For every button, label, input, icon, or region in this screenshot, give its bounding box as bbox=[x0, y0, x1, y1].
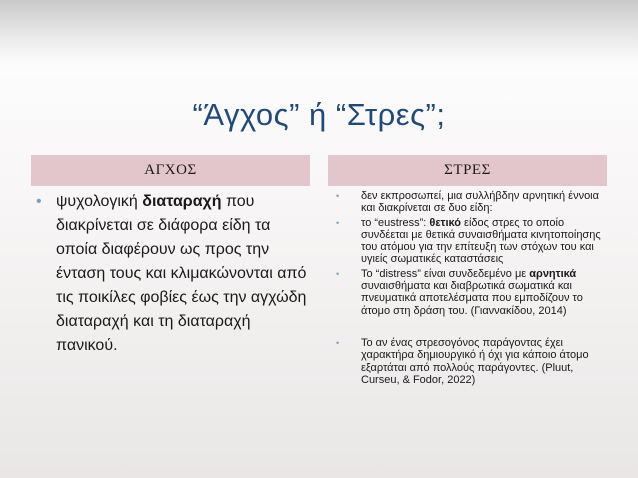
emphasis-text: θετικό bbox=[429, 216, 461, 229]
anxiety-column-body bbox=[36, 190, 311, 358]
bullet-icon: • bbox=[36, 193, 42, 210]
stress-item-text: το “eustress”: θετικό είδος στρες το οποίο συνδέεται με θετικά συναισθήματα κινητοποίησης του ατόμου για την επίτευξη των στόχων του και υγιείς σωματικές καταστάσεις bbox=[361, 216, 601, 266]
bullet-icon: • bbox=[336, 337, 340, 348]
emphasis-text: αρνητικά bbox=[529, 267, 577, 280]
bullet-icon: • bbox=[336, 217, 340, 228]
stress-list-item bbox=[336, 337, 611, 386]
stress-item-text: Το “distress” είναι συνδεδεμένο με αρνητικά συναισθήματα και διαβρωτικά σωματικά και πνευματικά αποτελέσματα που εμποδίζουν το άτομο στη δράση του. (Γιαννακίδου, 2014) bbox=[361, 267, 583, 317]
bullet-icon: • bbox=[336, 268, 340, 279]
top-decorative-band bbox=[0, 0, 638, 64]
anxiety-definition-text: ψυχολογική διαταραχή που διακρίνεται σε διάφορα είδη τα οποία διαφέρουν ως προς την ένταση τους και κλιμακώνονται από τις ποικίλες φοβίες έως την αγχώδη διαταραχή και τη διαταραχή πανικού. bbox=[56, 193, 307, 354]
stress-column-header bbox=[328, 155, 607, 186]
bullet-icon: • bbox=[336, 191, 340, 201]
anxiety-header-label: ΑΓΧΟΣ bbox=[144, 162, 197, 178]
emphasis-text: διαταραχή bbox=[142, 193, 222, 210]
anxiety-column-header bbox=[31, 155, 310, 186]
stress-list-item bbox=[336, 268, 611, 317]
stress-item-text: δεν εκπροσωπεί, μια συλλήβδην αρνητική έννοια και διακρίνεται σε δυο είδη: bbox=[361, 190, 599, 215]
stress-header-label: ΣΤΡΕΣ bbox=[444, 162, 491, 178]
slide-title: “Άγχος” ή “Στρες”; bbox=[192, 97, 446, 132]
stress-list-item bbox=[336, 217, 611, 266]
stress-list-item bbox=[336, 190, 611, 215]
anxiety-list-item bbox=[36, 190, 311, 358]
stress-column-body bbox=[336, 190, 611, 388]
stress-item-text: Το αν ένας στρεσογόνος παράγοντας έχει χαρακτήρα δημιουργικό ή όχι για κάποιο άτομο εξαρτάται από πολλούς παράγοντες. (Pluut, Curseu, & Fodor, 2022) bbox=[361, 336, 589, 386]
